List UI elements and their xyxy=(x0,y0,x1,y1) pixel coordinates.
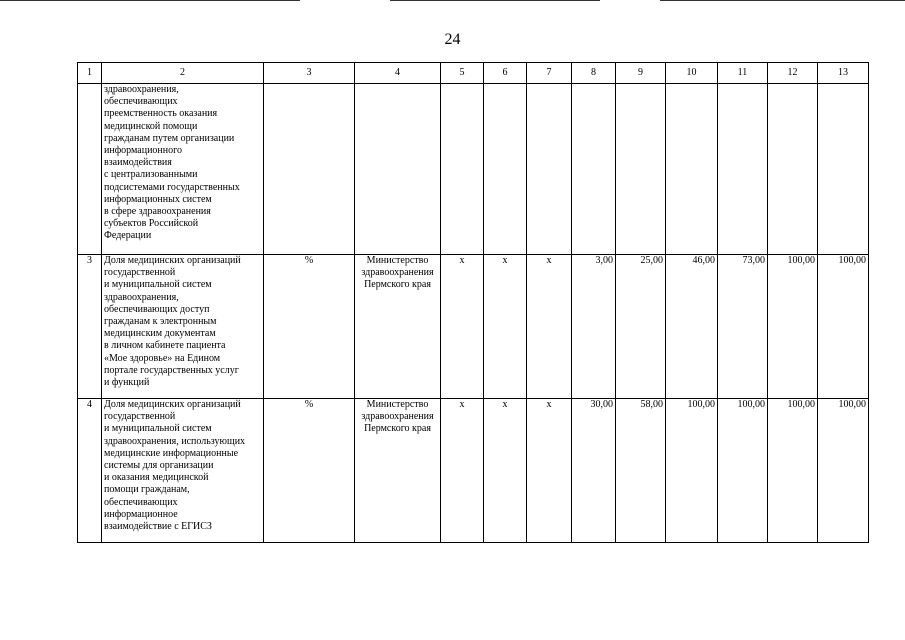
header-cell: 6 xyxy=(484,63,527,84)
responsible-cell xyxy=(355,84,441,255)
value-cell xyxy=(484,84,527,255)
indicator-name xyxy=(102,399,264,543)
value-cell: 25,00 xyxy=(616,255,666,399)
indicator-name xyxy=(102,84,264,255)
value-cell: x xyxy=(484,399,527,543)
value-cell: 100,00 xyxy=(818,255,869,399)
top-rule-right xyxy=(660,0,905,1)
value-cell: 73,00 xyxy=(718,255,768,399)
value-cell xyxy=(768,84,818,255)
responsible-cell: Министерство здравоохранения Пермского края xyxy=(355,255,441,399)
value-cell: x xyxy=(441,399,484,543)
value-cell: 100,00 xyxy=(718,399,768,543)
indicator-text: Доля медицинских организаций государственной и муниципальной систем здравоохранения, использующих медицинские информационные системы для организации и оказания медицинской помощи гражданам, обеспечивающих информационное взаимодействие с ЕГИСЗ xyxy=(104,399,246,533)
table-row xyxy=(78,84,869,255)
indicators-table xyxy=(77,62,869,543)
value-cell xyxy=(527,84,572,255)
header-row xyxy=(78,63,869,84)
indicator-text: Доля медицинских организаций государственной и муниципальной систем здравоохранения, обеспечивающих доступ гражданам к электронным медицинским документам в личном кабинете пациента «Мое здоровье» на Едином портале государственных услуг и функций xyxy=(104,255,241,389)
header-cell: 10 xyxy=(666,63,718,84)
header-cell: 5 xyxy=(441,63,484,84)
header-cell: 2 xyxy=(102,63,264,84)
value-cell xyxy=(441,84,484,255)
unit-cell: % xyxy=(264,255,355,399)
value-cell: 46,00 xyxy=(666,255,718,399)
header-cell: 8 xyxy=(572,63,616,84)
header-cell: 4 xyxy=(355,63,441,84)
unit-cell: % xyxy=(264,399,355,543)
page-number: 24 xyxy=(444,31,461,48)
header-cell: 1 xyxy=(78,63,102,84)
value-cell: 100,00 xyxy=(818,399,869,543)
value-cell xyxy=(718,84,768,255)
value-cell: 100,00 xyxy=(666,399,718,543)
table-row xyxy=(78,255,869,399)
value-cell: x xyxy=(441,255,484,399)
value-cell xyxy=(818,84,869,255)
row-number: 4 xyxy=(78,399,102,543)
indicator-name xyxy=(102,255,264,399)
value-cell: 3,00 xyxy=(572,255,616,399)
top-rule-left xyxy=(0,0,300,1)
header-cell: 13 xyxy=(818,63,869,84)
value-cell: 30,00 xyxy=(572,399,616,543)
header-cell: 12 xyxy=(768,63,818,84)
responsible-cell: Министерство здравоохранения Пермского края xyxy=(355,399,441,543)
value-cell xyxy=(616,84,666,255)
value-cell: x xyxy=(527,255,572,399)
indicator-text: здравоохранения, обеспечивающих преемственность оказания медицинской помощи гражданам путем организации информационного взаимодействия с централизованными подсистемами государственных информационных систем в сфере здравоохранения субъектов Российской Федерации xyxy=(104,84,240,242)
header-cell: 11 xyxy=(718,63,768,84)
value-cell xyxy=(572,84,616,255)
table-row xyxy=(78,399,869,543)
value-cell xyxy=(666,84,718,255)
top-rule-middle xyxy=(390,0,600,1)
value-cell: 58,00 xyxy=(616,399,666,543)
value-cell: x xyxy=(484,255,527,399)
header-cell: 7 xyxy=(527,63,572,84)
header-cell: 9 xyxy=(616,63,666,84)
value-cell: x xyxy=(527,399,572,543)
value-cell: 100,00 xyxy=(768,399,818,543)
row-number xyxy=(78,84,102,255)
header-cell: 3 xyxy=(264,63,355,84)
value-cell: 100,00 xyxy=(768,255,818,399)
unit-cell xyxy=(264,84,355,255)
row-number: 3 xyxy=(78,255,102,399)
